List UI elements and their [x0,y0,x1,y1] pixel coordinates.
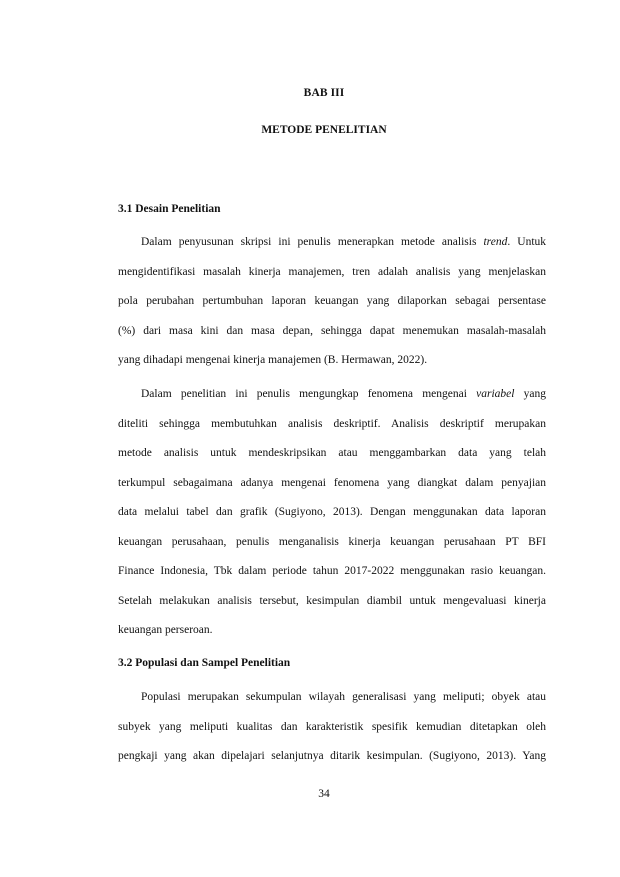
paragraph-line: terkumpul sebagaimana adanya mengenai fenomena yang diangkat dalam penyajian [118,476,546,489]
paragraph-3-1-b [118,380,546,646]
italic-term: trend [483,236,508,248]
section-heading-3-2: 3.2 Populasi dan Sampel Penelitian [118,657,291,669]
paragraph-line: keuangan perusahaan, penulis menganalisis kinerja keuangan perusahaan PT BFI [118,535,546,548]
paragraph-line: data melalui tabel dan grafik (Sugiyono, 2013). Dengan menggunakan data laporan [118,506,546,518]
paragraph-line: Populasi merupakan sekumpulan wilayah generalisasi yang meliputi; obyek atau [141,691,546,703]
paragraph-line: Setelah melakukan analisis tersebut, kesimpulan diambil untuk mengevaluasi kinerja [118,594,546,607]
paragraph-3-2-a [118,683,546,772]
paragraph-line: pengkaji yang akan dipelajari selanjutnya ditarik kesimpulan. (Sugiyono, 2013). Yang [118,750,546,762]
paragraph-line: yang dihadapi mengenai kinerja manajemen (B. Hermawan, 2022). [118,354,428,366]
paragraph-line: metode analisis untuk mendeskripsikan atau menggambarkan data yang telah [118,447,546,459]
paragraph-line: pola perubahan pertumbuhan laporan keuangan yang dilaporkan sebagai persentase [118,295,546,307]
paragraph-line: keuangan perseroan. [118,624,213,636]
section-heading-3-1: 3.1 Desain Penelitian [118,203,221,215]
paragraph-line: subyek yang meliputi kualitas dan karakteristik spesifik kemudian ditetapkan oleh [118,720,546,733]
page-number: 34 [318,788,330,800]
paragraph-line: mengidentifikasi masalah kinerja manajemen, tren adalah analisis yang menjelaskan [118,265,546,278]
italic-term: variabel [476,388,515,400]
paragraph-line: diteliti sehingga membutuhkan analisis deskriptif. Analisis deskriptif merupakan [118,417,546,430]
paragraph-line: (%) dari masa kini dan masa depan, sehingga dapat menemukan masalah-masalah [118,324,546,337]
paragraph-line: Dalam penelitian ini penulis mengungkap fenomena mengenai variabel yang [141,388,546,400]
paragraph-line: Finance Indonesia, Tbk dalam periode tahun 2017-2022 menggunakan rasio keuangan. [118,565,546,577]
paragraph-3-1-a [118,228,546,376]
paragraph-line: Dalam penyusunan skripsi ini penulis menerapkan metode analisis trend. Untuk [141,236,547,248]
chapter-number: BAB III [303,87,345,99]
chapter-title: METODE PENELITIAN [261,124,387,136]
